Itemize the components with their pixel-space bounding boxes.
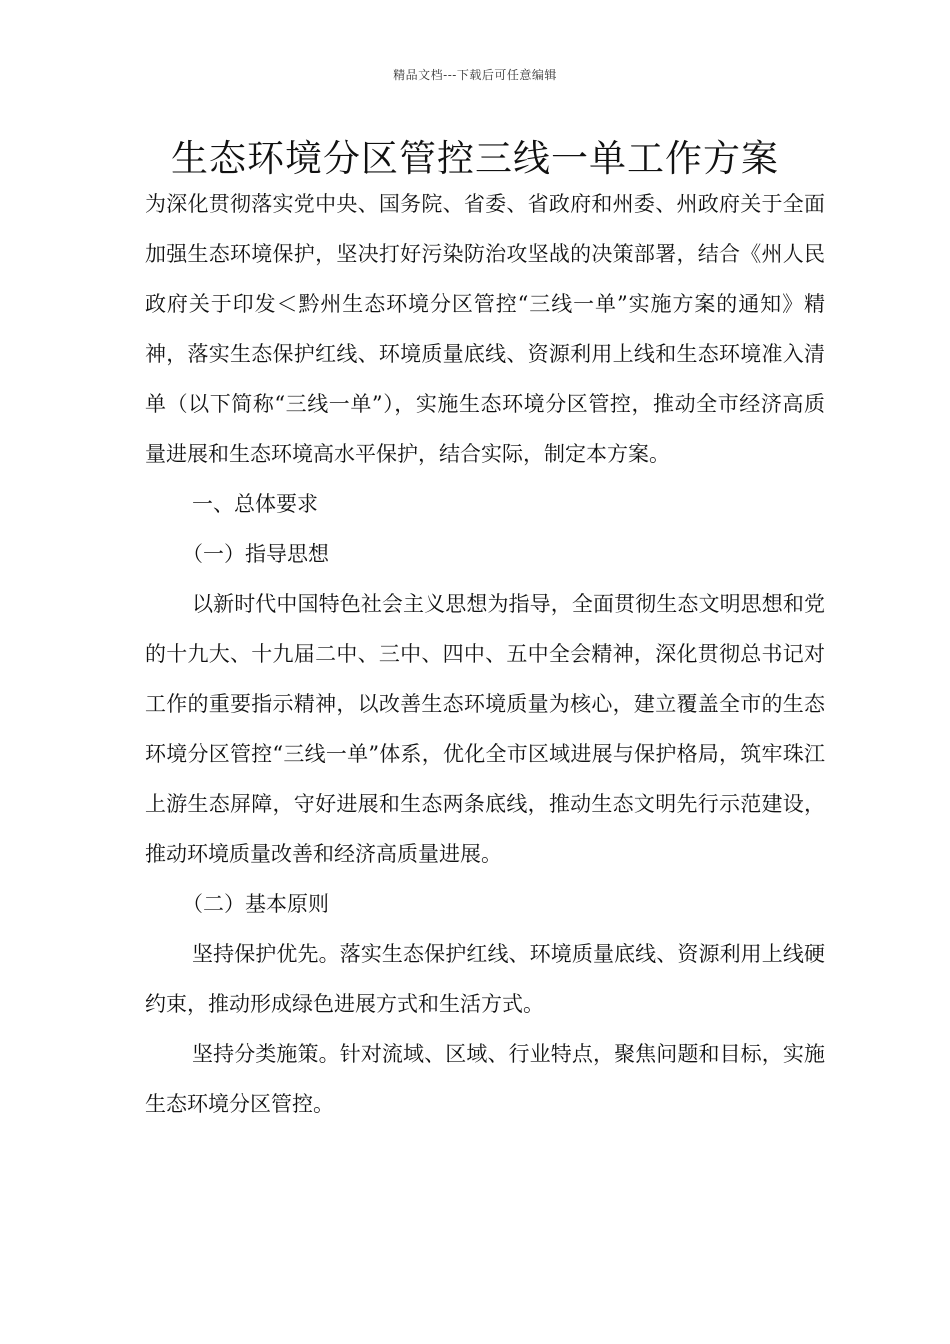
subsection-heading-basic-principles: （二）基本原则: [182, 892, 329, 916]
section-heading-general-requirements: 一、总体要求: [192, 492, 318, 516]
principle-classified-policy: 坚持分类施策。针对流域、区域、行业特点，聚焦问题和目标，实施生态环境分区管控。: [145, 1042, 825, 1116]
document-body: [145, 179, 825, 1129]
document-title: 生态环境分区管控三线一单工作方案: [171, 137, 779, 180]
intro-paragraph: 为深化贯彻落实党中央、国务院、省委、省政府和州委、州政府关于全面加强生态环境保护，坚决打好污染防治攻坚战的决策部署，结合《州人民政府关于印发＜黔州生态环境分区管控“三线一单”实施方案的通知》精神，落实生态保护红线、环境质量底线、资源利用上线和生态环境准入清单（以下简称“三线一单”），实施生态环境分区管控，推动全市经济高质量进展和生态环境高水平保护，结合实际，制定本方案。: [145, 192, 825, 466]
guiding-ideology-paragraph: 以新时代中国特色社会主义思想为指导，全面贯彻生态文明思想和党的十九大、十九届二中、三中、四中、五中全会精神，深化贯彻总书记对工作的重要指示精神，以改善生态环境质量为核心，建立覆盖全市的生态环境分区管控“三线一单”体系，优化全市区域进展与保护格局，筑牢珠江上游生态屏障，守好进展和生态两条底线，推动生态文明先行示范建设，推动环境质量改善和经济高质量进展。: [145, 592, 825, 866]
principle-protection-first: 坚持保护优先。落实生态保护红线、环境质量底线、资源利用上线硬约束，推动形成绿色进展方式和生活方式。: [145, 942, 825, 1016]
header-note: 精品文档---下载后可任意编辑: [393, 68, 557, 82]
subsection-heading-guiding-ideology: （一）指导思想: [182, 542, 329, 566]
